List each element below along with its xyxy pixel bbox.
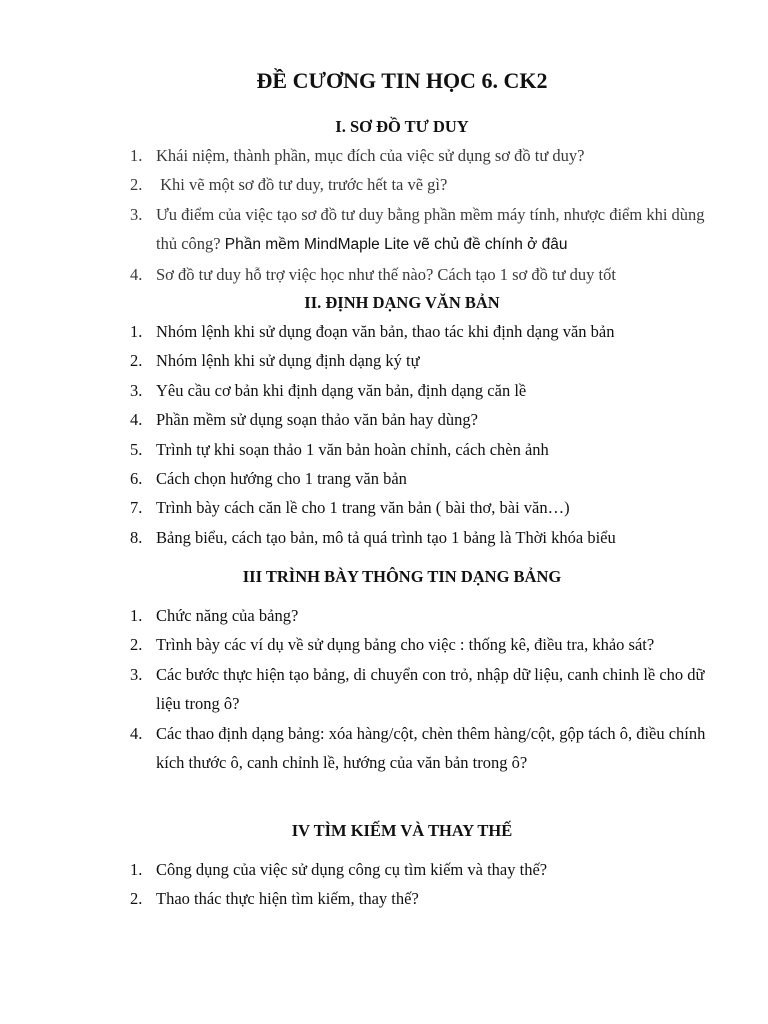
item-text: Các bước thực hiện tạo bảng, di chuyển con trỏ, nhập dữ liệu, canh chinh lề cho dữ liệu trong ô? — [156, 664, 705, 714]
list-item — [130, 855, 710, 884]
item-number: 4. — [130, 410, 143, 430]
item-text: Nhóm lệnh khi sử dụng định dạng ký tự — [156, 351, 420, 371]
item-text-tail: Phần mềm MindMaple Lite vẽ chủ đề chính ở đâu — [224, 236, 568, 254]
item-number: 1. — [130, 146, 143, 165]
item-text: Nhóm lệnh khi sử dụng đoạn văn bản, thao tác khi định dạng văn bản — [156, 322, 615, 341]
item-text: Yêu cầu cơ bản khi định dạng văn bản, định dạng căn lề — [156, 380, 527, 400]
list-item — [130, 523, 710, 552]
item-text: Cách chọn hướng cho 1 trang văn bản — [156, 469, 407, 489]
item-text: Chức năng của bảng? — [156, 606, 299, 625]
item-text: Trình bày cách căn lề cho 1 trang văn bản ( bài thơ, bài văn…) — [156, 498, 570, 518]
item-text: Trình bày các ví dụ về sử dụng bảng cho việc : thống kê, điều tra, khảo sát? — [156, 635, 655, 655]
document-title: ĐỀ CƯƠNG TIN HỌC 6. CK2 — [256, 68, 548, 93]
list-item — [130, 884, 710, 913]
item-text: Trình tự khi soạn thảo 1 văn bản hoàn chỉnh, cách chèn ảnh — [156, 439, 549, 459]
section-2-list — [130, 317, 710, 552]
item-number: 1. — [130, 322, 143, 341]
list-item — [130, 719, 710, 778]
section-heading-4: IV TÌM KIẾM VÀ THAY THẾ — [291, 821, 513, 840]
item-text: Ưu điểm của việc tạo sơ đồ tư duy bằng phần mềm máy tính, nhược điểm khi dùng thủ công? — [156, 204, 705, 254]
list-item — [130, 405, 710, 434]
section-heading-2: II. ĐỊNH DẠNG VĂN BẢN — [304, 293, 500, 312]
item-number: 2. — [130, 351, 143, 371]
section-heading-1: I. SƠ ĐỒ TƯ DUY — [335, 117, 469, 136]
section-1-list — [130, 141, 710, 289]
list-item — [130, 170, 710, 199]
item-number: 3. — [130, 380, 143, 400]
item-text: Sơ đồ tư duy hỗ trợ việc học như thế nào? Cách tạo 1 sơ đồ tư duy tốt — [156, 264, 616, 284]
section-4-list — [130, 855, 710, 914]
item-number: 3. — [130, 664, 143, 684]
item-number: 7. — [130, 498, 143, 518]
list-item — [130, 493, 710, 522]
list-item — [130, 464, 710, 493]
item-number: 2. — [130, 175, 143, 195]
item-text: Các thao định dạng bảng: xóa hàng/cột, chèn thêm hàng/cột, gộp tách ô, điều chính kích thước ô, canh chỉnh lề, hướng của văn bản trong ô? — [156, 723, 706, 773]
item-text: Công dụng của việc sử dụng công cụ tìm kiếm và thay thế? — [156, 860, 548, 879]
item-number: 2. — [130, 635, 143, 655]
list-item — [130, 317, 710, 346]
list-item — [130, 601, 710, 630]
item-number: 2. — [130, 889, 143, 909]
list-item — [130, 660, 710, 719]
item-number: 1. — [130, 860, 143, 879]
item-number: 6. — [130, 469, 143, 489]
item-number: 8. — [130, 527, 143, 547]
section-3-list — [130, 601, 710, 777]
item-text: Khi vẽ một sơ đồ tư duy, trước hết ta vẽ gì? — [156, 175, 448, 195]
item-text: Khái niệm, thành phần, mục đích của việc sử dụng sơ đồ tư duy? — [156, 146, 585, 165]
list-item — [130, 630, 710, 659]
item-text: Bảng biểu, cách tạo bản, mô tả quá trình tạo 1 bảng là Thời khóa biểu — [156, 527, 616, 547]
list-item — [130, 141, 710, 170]
list-item — [130, 200, 710, 260]
list-item — [130, 435, 710, 464]
item-text-wrapper — [156, 200, 710, 260]
item-number: 5. — [130, 439, 143, 459]
section-heading-3: III TRÌNH BÀY THÔNG TIN DẠNG BẢNG — [242, 567, 562, 586]
item-text: Thao thác thực hiện tìm kiếm, thay thế? — [156, 889, 419, 909]
item-number: 1. — [130, 606, 143, 625]
list-item — [130, 260, 710, 289]
item-text: Phần mềm sử dụng soạn thảo văn bản hay dùng? — [156, 410, 478, 430]
item-number: 4. — [130, 723, 143, 743]
item-number: 4. — [130, 264, 143, 284]
item-number: 3. — [130, 204, 143, 224]
list-item — [130, 376, 710, 405]
list-item — [130, 346, 710, 375]
